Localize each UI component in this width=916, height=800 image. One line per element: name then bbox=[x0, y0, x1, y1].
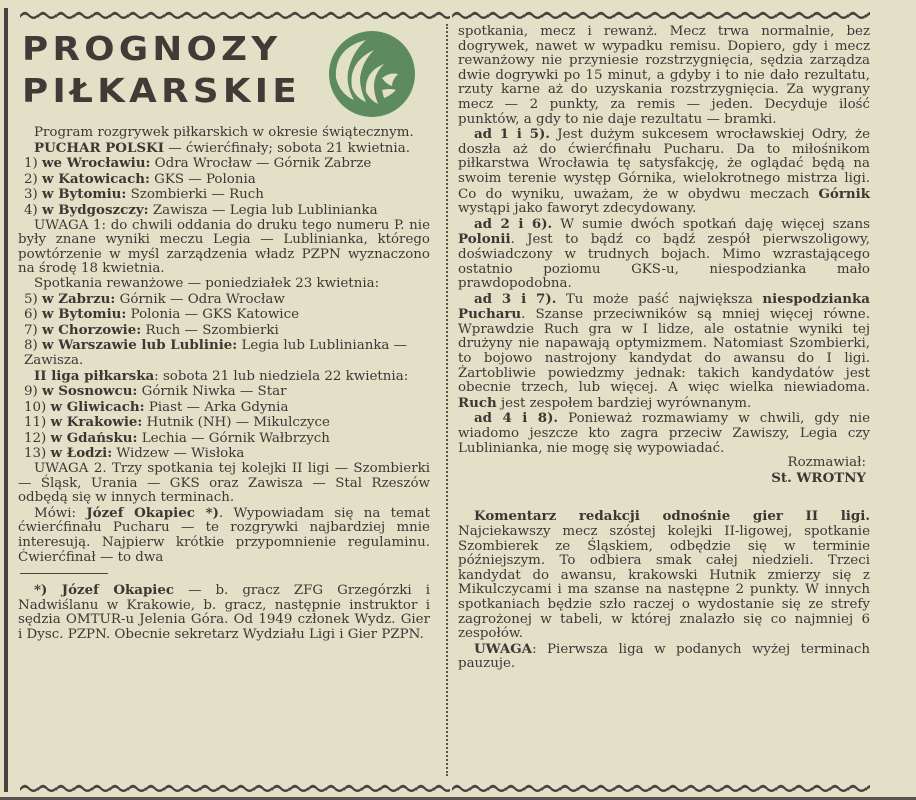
final-note: UWAGA: Pierwsza liga w podanych wyżej terminach pauzuje. bbox=[458, 640, 870, 672]
return-matches-list bbox=[18, 292, 430, 369]
left-column bbox=[18, 126, 430, 643]
wavy-rule-bottom-right bbox=[452, 781, 870, 793]
match-item: 9) w Sosnowcu: Górnik Niwka — Star bbox=[24, 383, 287, 400]
footnote: *) Józef Okapiec — b. gracz ZFG Grzegórzki i Nadwiślanu w Krakowie, b. gracz, następnie instruktor i sędzia OMTUR-u Jelenia Góra. Od 1949 członek Wydz. Gier i Dysc. PZPN. Obecnie sekretarz Wydziału Ligi i Gier PZPN. bbox=[18, 582, 430, 642]
title-line-1: PROGNOZY bbox=[22, 29, 282, 68]
continuation-paragraph: spotkania, mecz i rewanż. Mecz trwa normalnie, bez dogrywek, nawet w wypadku remisu. Dopiero, gdy i mecz rewanżowy nie przyniesie rozstrzygnięcia, sędzia zarządza dwie dogrywki po 15 minut, a gdyby i to nie dało rezultatu, rzuty karne aż do uzyskania rozstrzygnięcia. Za wygrany mecz — 2 punkty, za remis — jeden. Decyduje ilość punktów, a gdy to nie daje rezultatu — bramki. bbox=[458, 24, 870, 127]
cup-matches-list bbox=[18, 156, 430, 218]
title-line-2: PIŁKARSKIE bbox=[22, 71, 302, 110]
section-spacer bbox=[458, 485, 870, 509]
wavy-rule-top-left bbox=[20, 8, 450, 20]
comment-ad-4: ad 4 i 8). Ponieważ rozmawiamy w chwili, gdy nie wiadomo jeszcze kto zagra przeciw Zawiszy, Legia czy Lublinianka, nie mogę się wypowiadać. bbox=[458, 410, 871, 456]
football-icon bbox=[326, 28, 418, 120]
interviewer-name: St. WROTNY bbox=[771, 469, 866, 486]
match-item: 4) w Bydgoszczy: Zawisza — Legia lub Lublinianka bbox=[24, 201, 378, 218]
interviewer-label: Rozmawiał: bbox=[787, 455, 866, 471]
note-1: UWAGA 1: do chwili oddania do druku tego numeru P. nie były znane wyniki meczu Legia — Lublinianka, którego powtórzenie w myśl zarządzenia władz PZPN wyznaczono na środę 18 kwietnia. bbox=[18, 217, 430, 277]
intro-paragraph: Program rozgrywek piłkarskich w okresie świątecznym. bbox=[34, 125, 414, 140]
match-item: 13) w Łodzi: Widzew — Wisłoka bbox=[24, 445, 245, 462]
comment-ad-3: ad 3 i 7). Tu może paść największa niespodzianka Pucharu. Szanse przeciwników są mniej więcej równe. Wprawdzie Ruch gra w I lidze, ale ostatnie wyniki tej drużyny nie napawają optymizmem. Natomiast Szombierki, to bojowo nastrojony kandydat do awansu do I ligi. Żartobliwie powiedzmy jednak: takich kandydatów jest obecnie trzech, lub więcej. A więc wielka niewiadoma. Ruch jest zespołem bardziej wyrównanym. bbox=[458, 290, 870, 411]
page-edge-bar bbox=[4, 8, 8, 792]
match-item: 12) w Gdańsku: Lechia — Górnik Wałbrzych bbox=[24, 429, 330, 446]
match-item: 1) we Wrocławiu: Odra Wrocław — Górnik Zabrze bbox=[24, 155, 372, 172]
match-item: 5) w Zabrzu: Górnik — Odra Wrocław bbox=[24, 290, 285, 307]
match-item: 6) w Bytomiu: Polonia — GKS Katowice bbox=[24, 306, 300, 323]
editorial-commentary: Komentarz redakcji odnośnie gier II ligi. Najciekawszy mecz szóstej kolejki II-ligowej, spotkanie Szombierek ze Śląskiem, odbędzie się w terminie późniejszym. To odbiera smak całej niedzieli. Trzeci kandydat do awansu, krakowski Hutnik zmierzy się z Mikulczycami i ma szanse na następne 2 punkty. W innych spotkaniach będzie szło raczej o wydostanie się ze strefy zagrożonej w tabeli, w której znalazło się co najmniej 6 zespołów. bbox=[458, 508, 870, 642]
match-item: 2) w Katowicach: GKS — Polonia bbox=[24, 170, 256, 187]
wavy-rule-top-right bbox=[452, 8, 870, 20]
wavy-rule-bottom-left bbox=[20, 781, 450, 793]
footnote-rule bbox=[20, 573, 108, 574]
comment-ad-1: ad 1 i 5). Jest dużym sukcesem wrocławskiej Odry, że doszła aż do ćwierćfinału Pucharu. Da to miłośnikom piłkarstwa Wrocławia tę satysfakcję, że oglądać będą na swoim terenie występ Górnika, wielokrotnego mistrza ligi. Co do wyniku, uważam, że w obydwu meczach Górnik wystąpi jako faworyt zdecydowany. bbox=[458, 126, 871, 217]
match-item: 8) w Warszawie lub Lublinie: Legia lub Lublinianka — Zawisza. bbox=[24, 337, 408, 368]
comment-ad-2: ad 2 i 6). W sumie dwóch spotkań daję więcej szans Polonii. Jest to bądź co bądź zespół pierwszoligowy, doświadczony w trudnych bojach. Mimo wzrastającego ostatnio poziomu GKS-u, niespodzianka mało prawdopodobna. bbox=[458, 215, 870, 292]
match-item: 10) w Gliwicach: Piast — Arka Gdynia bbox=[24, 398, 289, 415]
cup-heading: PUCHAR POLSKI — ćwierćfinały; sobota 21 kwietnia. bbox=[34, 139, 410, 156]
match-item: 11) w Krakowie: Hutnik (NH) — Mikulczyce bbox=[24, 414, 330, 431]
note-2: UWAGA 2. Trzy spotkania tej kolejki II ligi — Szombierki — Śląsk, Urania — GKS oraz Zawisza — Stal Rzeszów odbędą się w innych terminach. bbox=[18, 461, 430, 506]
match-item: 3) w Bytomiu: Szombierki — Ruch bbox=[24, 186, 264, 203]
column-divider bbox=[446, 24, 448, 776]
league-heading: II liga piłkarska: sobota 21 lub niedziela 22 kwietnia: bbox=[34, 367, 409, 384]
match-item: 7) w Chorzowie: Ruch — Szombierki bbox=[24, 321, 279, 338]
league-matches-list bbox=[18, 384, 430, 462]
right-column bbox=[458, 25, 870, 672]
article-title bbox=[22, 28, 301, 112]
return-heading: Spotkania rewanżowe — poniedziałek 23 kwietnia: bbox=[34, 275, 380, 291]
interview-start: Mówi: Józef Okapiec *). Wypowiadam się na temat ćwierćfinału Pucharu — te rozgrywki najbardziej mnie interesują. Najpierw krótkie przypomnienie regulaminu. Ćwierćfinał — to dwa bbox=[18, 504, 430, 565]
